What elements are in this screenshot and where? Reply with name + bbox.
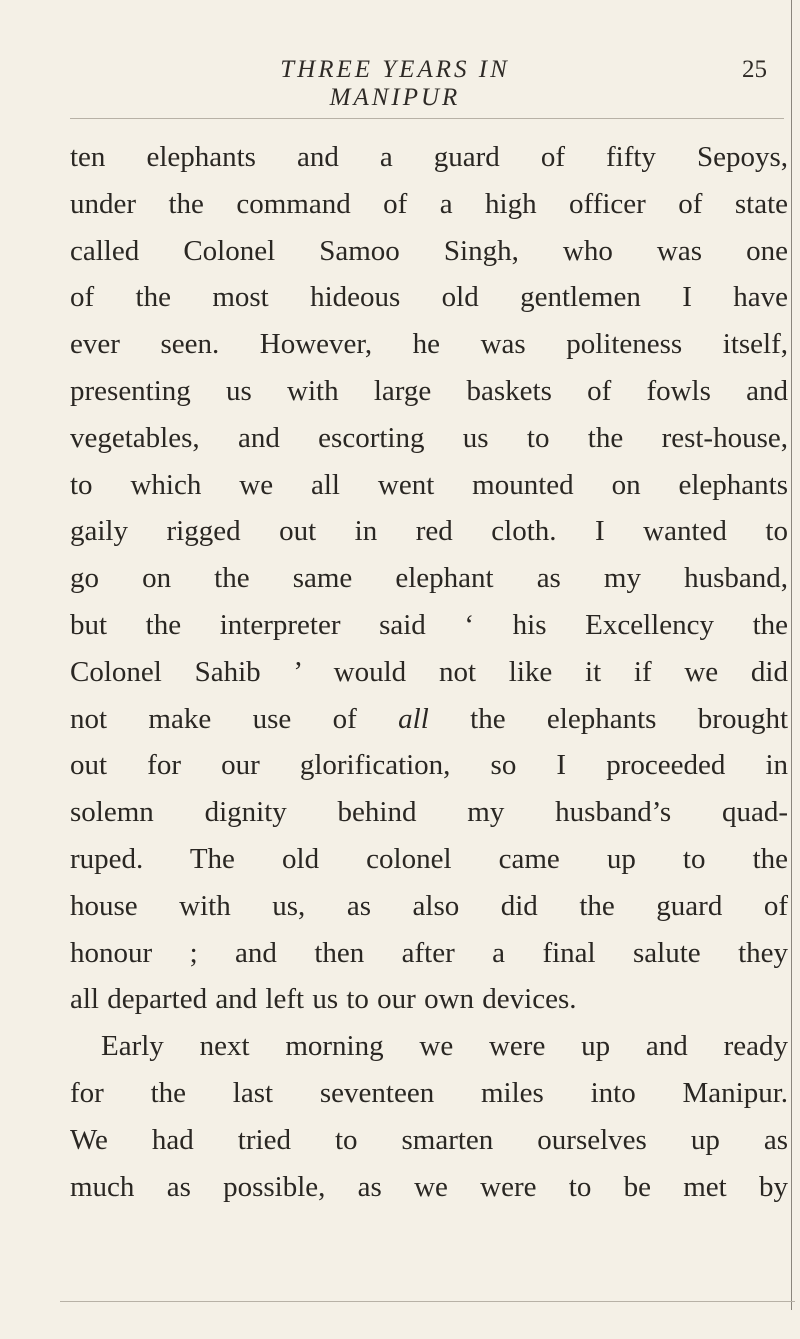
header-rule: [70, 118, 784, 119]
text-line: for the last seventeen miles into Manipur.: [70, 1076, 788, 1109]
footer-rule: [60, 1301, 795, 1302]
emphasis-word: all: [398, 702, 429, 735]
text-line: all departed and left us to our own devices.: [70, 983, 577, 1016]
text-fragment: the elephants brought: [470, 702, 789, 735]
text-line: Colonel Sahib ’ would not like it if we did: [70, 655, 788, 688]
text-line: Early next morning we were up and ready: [101, 1030, 788, 1063]
text-line: called Colonel Samoo Singh, who was one: [70, 234, 788, 267]
page-edge-line: [791, 0, 792, 1310]
text-line: but the interpreter said ‘ his Excellency the: [70, 608, 788, 641]
text-line: go on the same elephant as my husband,: [70, 562, 788, 595]
text-line: ten elephants and a guard of fifty Sepoys,: [70, 141, 788, 173]
text-fragment: not make use of: [70, 702, 357, 735]
page-number: 25: [742, 56, 767, 83]
text-line: gaily rigged out in red cloth. I wanted to: [70, 515, 788, 548]
text-line: vegetables, and escorting us to the rest-house,: [70, 421, 788, 454]
running-head: THREE YEARS IN MANIPUR: [280, 56, 510, 111]
text-line: ever seen. However, he was politeness itself,: [70, 328, 788, 361]
text-line: of the most hideous old gentlemen I have: [70, 281, 788, 314]
text-line: to which we all went mounted on elephants: [70, 468, 788, 501]
text-line: solemn dignity behind my husband’s quad-: [70, 796, 788, 829]
text-line: under the command of a high officer of state: [70, 187, 788, 220]
text-line: out for our glorification, so I proceeded in: [70, 749, 788, 782]
text-line: honour ; and then after a final salute they: [70, 936, 788, 969]
text-line: house with us, as also did the guard of: [70, 889, 788, 922]
text-line: presenting us with large baskets of fowls and: [70, 374, 788, 407]
text-line-with-emphasis: [70, 696, 788, 743]
text-line: much as possible, as we were to be met by: [70, 1170, 788, 1203]
text-line: We had tried to smarten ourselves up as: [70, 1123, 788, 1156]
body-text: [70, 134, 788, 1210]
text-line: ruped. The old colonel came up to the: [70, 842, 788, 875]
